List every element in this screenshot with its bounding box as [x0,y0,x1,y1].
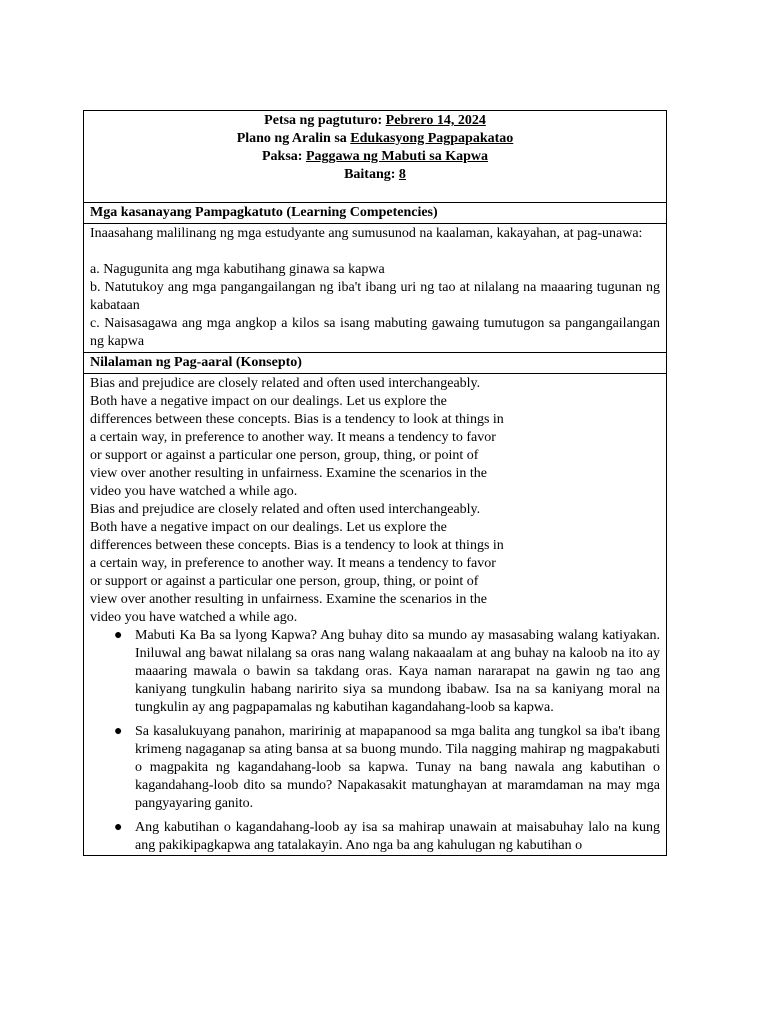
lesson-plan-page [83,110,667,856]
lesson-header [84,111,666,203]
lesson-plan-table [83,110,667,856]
competencies-title: Mga kasanayang Pampagkatuto (Learning Competencies) [84,203,666,224]
grade-line [90,166,660,184]
plan-line [90,130,660,148]
content-body [84,374,666,856]
bullet-text: Ang kabutihan o kagandahang-loob ay isa sa mahirap unawain at maisabuhay lalo na kung ang pakikipagkapwa ang tatalakayin. Ano nga ba ang kahulugan ng kabutihan o [135,820,660,853]
list-item [114,819,660,855]
grade-value: 8 [398,167,406,182]
topic-line [90,148,660,166]
bullet-text: Mabuti Ka Ba sa lyong Kapwa? Ang buhay dito sa mundo ay masasabing walang katiyakan. Iniluwal ang bawat nilalang sa oras nang walang nakaaalam at ang buhay na kaloob na ito ay maaaring mawala o bawin sa takdang oras. Kaya naman nararapat na gawin ng tao ang kaniyang tungkulin habang naririto siya sa mundong ibabaw. Isa na sa kaniyang moral na tungkulin ay ang pagpapamalas ng kabutihan kagandahang-loob sa kapwa. [135,628,660,715]
bullet-icon: ● [114,628,123,643]
competencies-intro: Inaasahang malilinang ng mga estudyante ang sumusunod na kaalaman, kakayahan, at pag-unawa: [90,226,643,241]
competency-item: b. Natutukoy ang mga pangangailangan ng iba't ibang uri ng tao at nilalang na maaaring tugunan ng kabataan [90,280,660,313]
bullet-icon: ● [114,820,123,835]
list-item [114,627,660,717]
bullet-icon: ● [114,724,123,739]
content-bullet-list [90,627,660,855]
topic-label: Paksa: [262,149,303,164]
plan-value: Edukasyong Pagpapakatao [350,131,514,146]
competencies-body [84,224,666,353]
grade-label: Baitang: [344,167,396,182]
competency-item: c. Naisasagawa ang mga angkop a kilos sa isang mabuting gawaing tumutugon sa pangangailangan ng kapwa [90,316,660,349]
topic-value: Paggawa ng Mabuti sa Kapwa [305,149,488,164]
content-paragraph: Bias and prejudice are closely related and often used interchangeably. Both have a negative impact on our dealings. Let us explore the differences between these concepts. Bias is a tendency to look at things in a certain way, in preference to another way. It means a tendency to favor or support or against a particular one person, group, thing, or point of view over another resulting in unfairness. Examine the scenarios in the video you have watched a while ago. [90,376,504,499]
plan-label: Plano ng Aralin sa [236,131,347,146]
date-label: Petsa ng pagtuturo: [264,113,383,128]
competency-item: a. Nagugunita ang mga kabutihang ginawa sa kapwa [90,262,385,277]
content-paragraph: Bias and prejudice are closely related and often used interchangeably. Both have a negative impact on our dealings. Let us explore the differences between these concepts. Bias is a tendency to look at things in a certain way, in preference to another way. It means a tendency to favor or support or against a particular one person, group, thing, or point of view over another resulting in unfairness. Examine the scenarios in the video you have watched a while ago. [90,502,504,625]
blank-line [90,243,660,261]
date-line [90,112,660,130]
bullet-text: Sa kasalukuyang panahon, maririnig at mapapanood sa mga balita ang tungkol sa iba't ibang krimeng nagaganap sa ating bansa at sa buong mundo. Tila nagging mahirap ng magpakabuti o magpakita ng kagandahang-loob sa kapwa. Tunay na bang nawala ang kabutihan o kagandahang-loob dito sa mundo? Napakasakit matunghayan at maramdaman na may mga pangyayaring ganito. [135,724,660,811]
content-title: Nilalaman ng Pag-aaral (Konsepto) [84,353,666,374]
date-value: Pebrero 14, 2024 [385,113,486,128]
list-item [114,723,660,813]
